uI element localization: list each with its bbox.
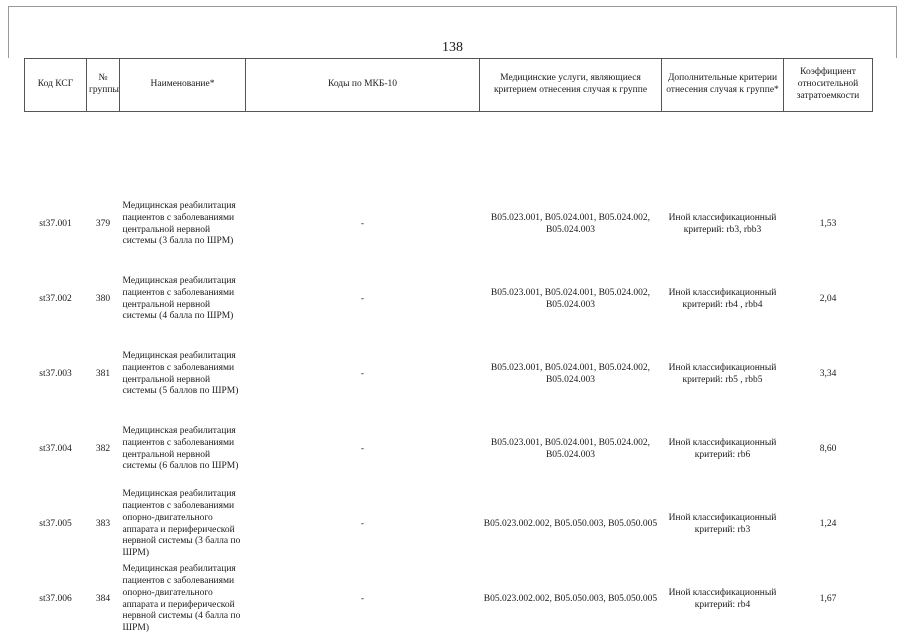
header-icd-codes: Коды по МКБ-10	[246, 59, 480, 112]
cell-group: 383	[95, 518, 111, 529]
cell-code: st37.005	[39, 518, 72, 529]
cell-services: B05.023.001, B05.024.001, B05.024.002, B05.024.003	[490, 362, 651, 385]
cell-group: 380	[95, 293, 111, 304]
cell-code: st37.003	[39, 368, 72, 379]
header-group-number: № группы	[87, 59, 120, 112]
cell-name: Медицинская реабилитация пациентов с заболеваниями центральной нервной системы (5 баллов по ШРМ)	[122, 350, 239, 397]
cell-services: B05.023.001, B05.024.001, B05.024.002, B05.024.003	[490, 437, 651, 460]
cell-group: 379	[95, 218, 111, 229]
cell-icd: -	[360, 443, 365, 454]
cell-services: B05.023.001, B05.024.001, B05.024.002, B05.024.003	[490, 287, 651, 310]
cell-group: 382	[95, 443, 111, 454]
header-coefficient: Коэффициент относительной затратоемкости	[784, 59, 873, 112]
header-medical-services: Медицинские услуги, являющиеся критерием отнесения случая к группе	[480, 59, 662, 112]
cell-criteria: Иной классификационный критерий: rb3	[668, 512, 777, 535]
cell-group: 384	[95, 593, 111, 604]
cell-code: st37.002	[39, 293, 72, 304]
table-row	[25, 412, 873, 487]
cell-group: 381	[95, 368, 111, 379]
table-row	[25, 562, 873, 637]
cell-coefficient: 1,53	[819, 218, 837, 229]
cell-coefficient: 1,67	[819, 593, 837, 604]
cell-criteria: Иной классификационный критерий: rb4 , rbb4	[668, 287, 777, 310]
cell-coefficient: 2,04	[819, 293, 837, 304]
cell-criteria: Иной классификационный критерий: rb5 , rbb5	[668, 362, 777, 385]
table-row	[25, 187, 873, 262]
cell-coefficient: 3,34	[819, 368, 837, 379]
table-row	[25, 262, 873, 337]
cell-name: Медицинская реабилитация пациентов с заболеваниями опорно-двигательного аппарата и периферической нервной системы (4 балла по ШРМ)	[122, 563, 241, 634]
cell-coefficient: 1,24	[819, 518, 837, 529]
table-header-row	[25, 59, 873, 112]
header-additional-criteria: Дополнительные критерии отнесения случая к группе*	[662, 59, 784, 112]
cell-services: B05.023.001, B05.024.001, B05.024.002, B05.024.003	[490, 212, 651, 235]
cell-criteria: Иной классификационный критерий: rb6	[668, 437, 777, 460]
cell-criteria: Иной классификационный критерий: rb3, rbb3	[668, 212, 777, 235]
cell-name: Медицинская реабилитация пациентов с заболеваниями центральной нервной системы (6 баллов по ШРМ)	[122, 425, 239, 472]
header-name: Наименование*	[120, 59, 246, 112]
cell-icd: -	[360, 218, 365, 229]
cell-icd: -	[360, 518, 365, 529]
page-number: 138	[442, 40, 463, 55]
cell-code: st37.006	[39, 593, 72, 604]
table-row	[25, 337, 873, 412]
header-code: Код КСГ	[25, 59, 87, 112]
cell-name: Медицинская реабилитация пациентов с заболеваниями центральной нервной системы (3 балла по ШРМ)	[122, 200, 236, 247]
cell-services: B05.023.002.002, B05.050.003, B05.050.005	[483, 518, 658, 529]
ksg-table	[24, 58, 873, 637]
page-frame-top	[8, 6, 896, 7]
cell-icd: -	[360, 368, 365, 379]
cell-code: st37.004	[39, 443, 72, 454]
cell-name: Медицинская реабилитация пациентов с заболеваниями центральной нервной системы (4 балла по ШРМ)	[122, 275, 236, 322]
cell-code: st37.001	[39, 218, 72, 229]
cell-icd: -	[360, 293, 365, 304]
cell-name: Медицинская реабилитация пациентов с заболеваниями опорно-двигательного аппарата и периферической нервной системы (3 балла по ШРМ)	[122, 488, 241, 559]
cell-services: B05.023.002.002, B05.050.003, B05.050.005	[483, 593, 658, 604]
cell-coefficient: 8,60	[819, 443, 837, 454]
cell-icd: -	[360, 593, 365, 604]
table-row	[25, 487, 873, 562]
cell-criteria: Иной классификационный критерий: rb4	[668, 587, 777, 610]
